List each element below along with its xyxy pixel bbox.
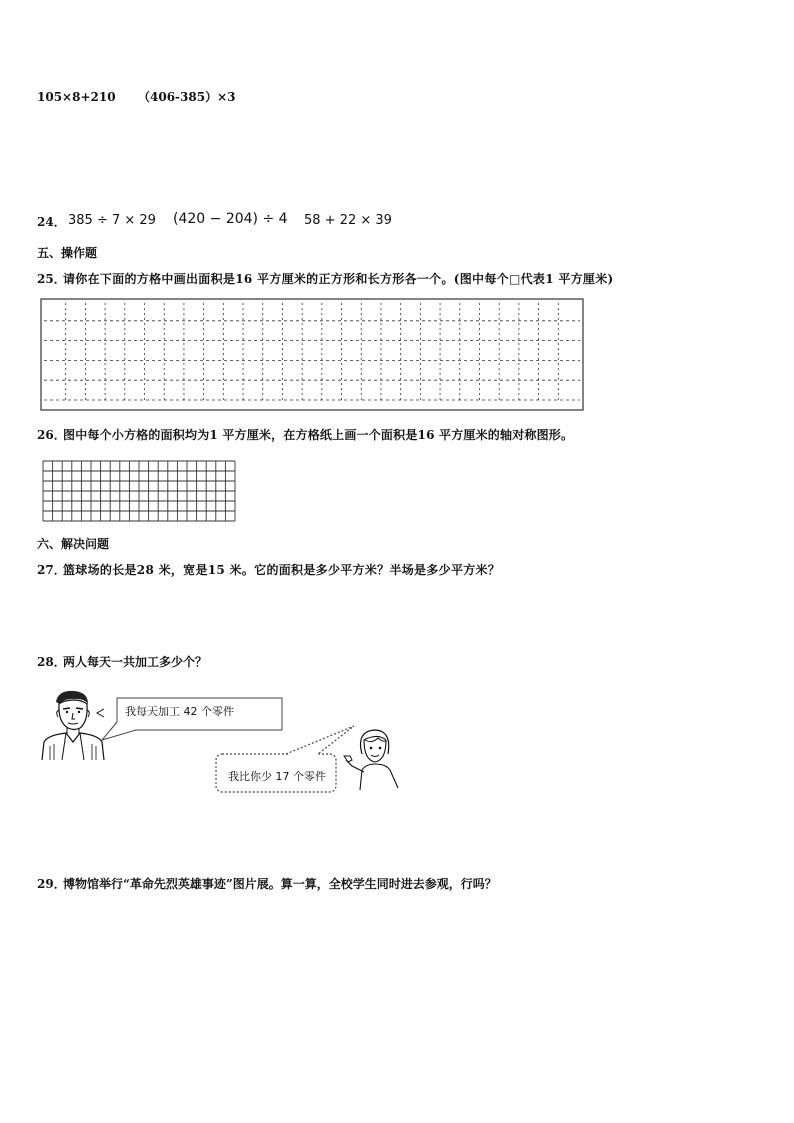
grid-25-border <box>41 299 583 410</box>
girl-illustration <box>342 726 408 790</box>
question-26-text: 图中每个小方格的面积均为1 平方厘米，在方格纸上画一个面积是16 平方厘米的轴对称图形。 <box>63 428 574 442</box>
expression-2: （406-385）×3 <box>138 90 236 104</box>
question-29-text: 博物馆举行“革命先烈英雄事迹”图片展。算一算，全校学生同时进去参观，行吗？ <box>63 877 497 891</box>
question-27-text: 篮球场的长是28 米，宽是15 米。它的面积是多少平方米？半场是多少平方米？ <box>63 563 501 577</box>
section-5-title: 五、操作题 <box>37 246 98 260</box>
question-24-expr-3: 58 + 22 × 39 <box>304 213 392 228</box>
question-25-text: 请你在下面的方格中画出面积是16 平方厘米的正方形和长方形各一个。(图中每个□代表1 平方厘米) <box>63 272 614 286</box>
man-illustration <box>38 688 108 760</box>
question-24-expr-2: (420 − 204) ÷ 4 <box>173 211 288 227</box>
square-grid-26 <box>42 460 236 522</box>
girl-speech-text: 我比你少 17 个零件 <box>228 770 326 783</box>
dashed-grid-25 <box>40 298 585 412</box>
question-26-number: 26． <box>37 428 66 442</box>
question-29-number: 29． <box>37 877 66 891</box>
expression-1: 105×8+210 <box>37 90 116 104</box>
question-25-number: 25． <box>37 272 66 286</box>
man-speech-text: 我每天加工 42 个零件 <box>125 705 234 718</box>
section-6-title: 六、解决问题 <box>37 537 110 551</box>
question-28-number: 28． <box>37 655 66 669</box>
question-24-expr-1: 385 ÷ 7 × 29 <box>68 213 156 228</box>
question-27-number: 27． <box>37 563 66 577</box>
question-24-number: 24． <box>37 215 66 229</box>
question-28-text: 两人每天一共加工多少个？ <box>63 655 208 669</box>
